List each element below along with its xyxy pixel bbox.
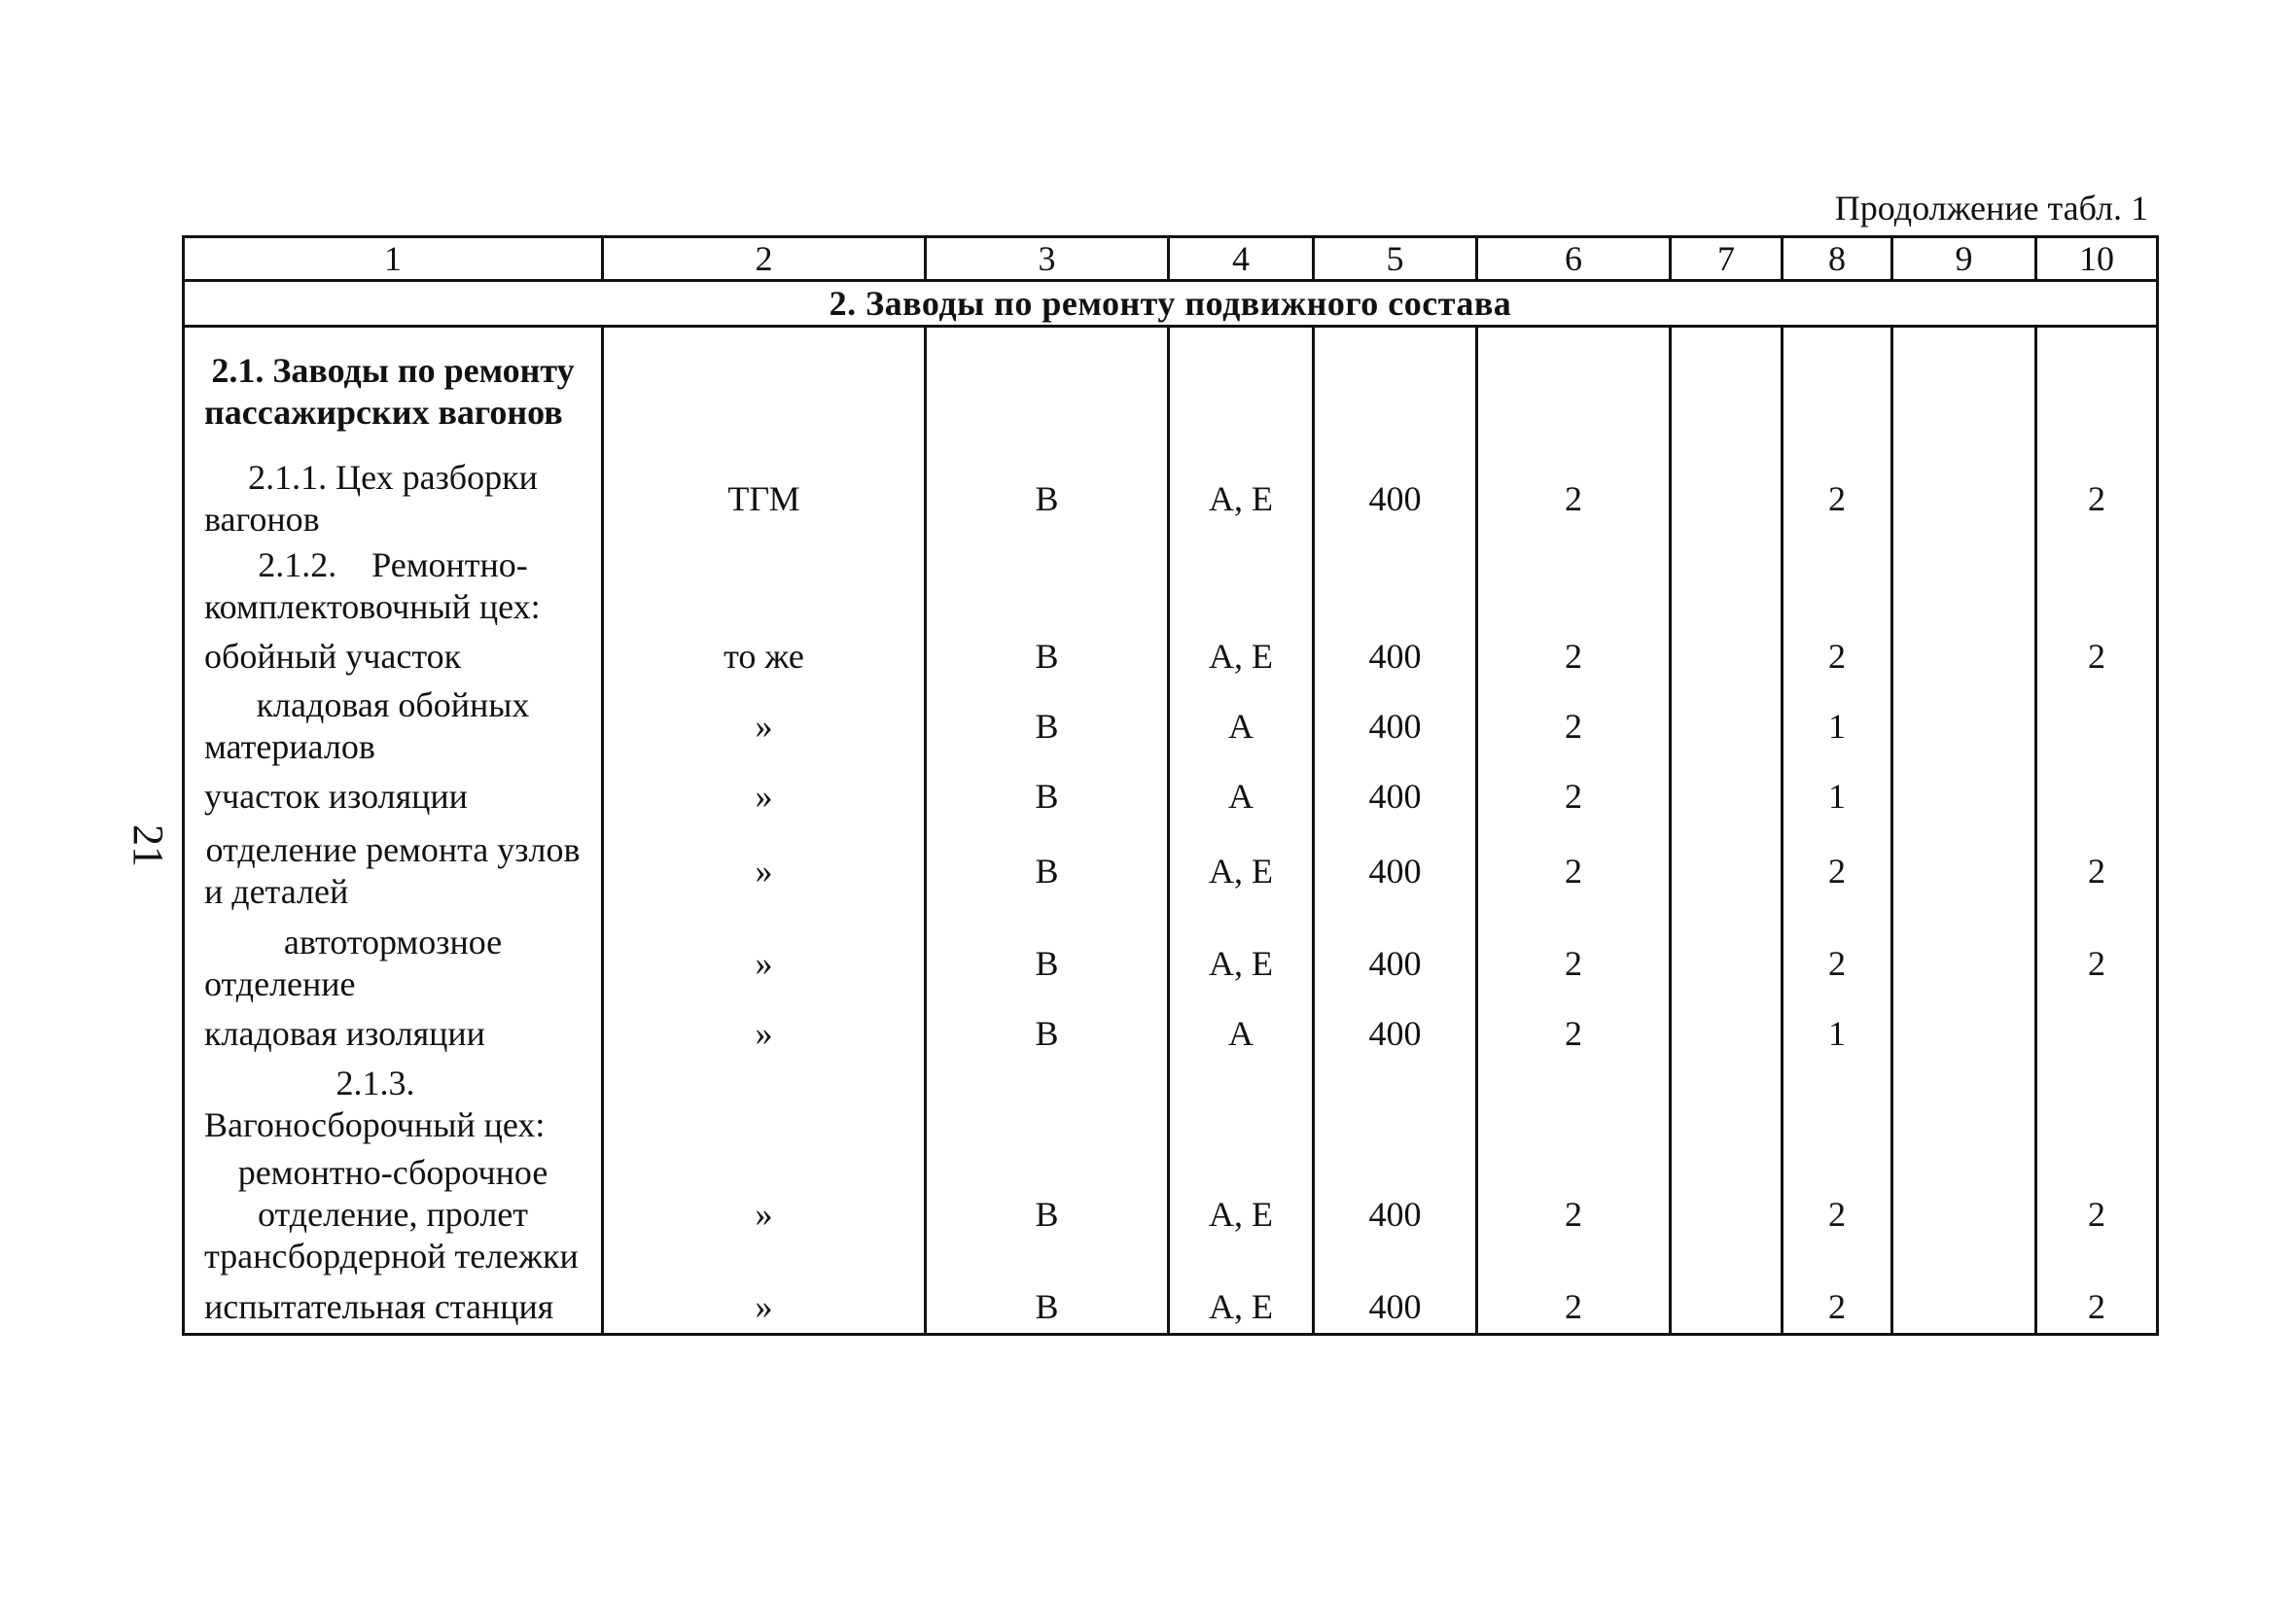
table-cell: А [1169, 1007, 1314, 1060]
table-cell [1892, 920, 2036, 1007]
table-cell [1671, 542, 1783, 630]
column-header: 5 [1314, 237, 1477, 281]
table-cell: 2 [1477, 822, 1671, 920]
table-cell: 2 [1477, 770, 1671, 822]
section-title: 2. Заводы по ремонту подвижного состава [184, 281, 2158, 327]
table-cell: 2 [1477, 920, 1671, 1007]
table-cell [1783, 542, 1892, 630]
table-cell [1892, 455, 2036, 542]
table-row [184, 682, 2158, 770]
table-cell [1892, 327, 2036, 456]
table-cell [1892, 1060, 2036, 1149]
table-cell: В [926, 1007, 1169, 1060]
table-cell: 2 [2036, 630, 2158, 682]
table-cell: 2 [1783, 920, 1892, 1007]
table-cell: 2 [1477, 1280, 1671, 1335]
data-table [182, 235, 2159, 1336]
table-cell [1671, 327, 1783, 456]
row-name: обойный участок [184, 630, 603, 682]
table-cell: 1 [1783, 682, 1892, 770]
table-cell: А, Е [1169, 1149, 1314, 1280]
row-name: испытательная станция [184, 1280, 603, 1335]
table-cell: В [926, 682, 1169, 770]
table-cell [1314, 327, 1477, 456]
table-row [184, 1007, 2158, 1060]
table-cell: » [603, 822, 926, 920]
table-cell: А, Е [1169, 822, 1314, 920]
column-header: 6 [1477, 237, 1671, 281]
column-header: 10 [2036, 237, 2158, 281]
table-row [184, 1149, 2158, 1280]
table-cell [1671, 1060, 1783, 1149]
table-cell: ТГМ [603, 455, 926, 542]
row-name: участок изоляции [184, 770, 603, 822]
table-row [184, 542, 2158, 630]
table-cell [1477, 1060, 1671, 1149]
table-cell [2036, 1007, 2158, 1060]
table-cell: В [926, 1149, 1169, 1280]
table-cell: А [1169, 770, 1314, 822]
table-cell [1892, 770, 2036, 822]
table-cell [1671, 455, 1783, 542]
table-cell: 1 [1783, 770, 1892, 822]
table-cell: 2 [1783, 630, 1892, 682]
section-header-row [184, 281, 2158, 327]
table-cell: А, Е [1169, 920, 1314, 1007]
table-cell [1671, 920, 1783, 1007]
table-cell [1671, 1149, 1783, 1280]
table-cell [1892, 542, 2036, 630]
table-cell: то же [603, 630, 926, 682]
table-cell [1671, 770, 1783, 822]
table-cell: » [603, 920, 926, 1007]
table-cell [1671, 630, 1783, 682]
row-name: отделение ремонта узлов и деталей [184, 822, 603, 920]
column-header: 3 [926, 237, 1169, 281]
table-cell: А, Е [1169, 1280, 1314, 1335]
table-row [184, 455, 2158, 542]
column-number-row [184, 237, 2158, 281]
row-name: 2.1.1. Цех разборки вагонов [184, 455, 603, 542]
table-cell: 2 [1783, 455, 1892, 542]
table-cell: 400 [1314, 1007, 1477, 1060]
column-header: 4 [1169, 237, 1314, 281]
row-name: 2.1. Заводы по ремонту пассажирских вагонов [184, 327, 603, 456]
table-cell: 400 [1314, 920, 1477, 1007]
column-header: 8 [1783, 237, 1892, 281]
table-cell [603, 542, 926, 630]
table-cell: » [603, 770, 926, 822]
table-cell: » [603, 682, 926, 770]
table-cell [1671, 822, 1783, 920]
table-cell: 2 [1477, 682, 1671, 770]
table-cell [2036, 770, 2158, 822]
table-cell: А, Е [1169, 630, 1314, 682]
row-name: кладовая изоляции [184, 1007, 603, 1060]
table-cell [2036, 542, 2158, 630]
table-cell [926, 1060, 1169, 1149]
table-cell: В [926, 1280, 1169, 1335]
table-cell [1892, 1280, 2036, 1335]
table-row [184, 1060, 2158, 1149]
table-cell [1169, 1060, 1314, 1149]
page-number: 21 [124, 824, 172, 867]
table-cell: А, Е [1169, 455, 1314, 542]
table-cell [926, 327, 1169, 456]
table-cell [1892, 630, 2036, 682]
table-cell [2036, 1060, 2158, 1149]
column-header: 2 [603, 237, 926, 281]
table-cell: 1 [1783, 1007, 1892, 1060]
table-cell: 2 [2036, 1280, 2158, 1335]
table-cell: В [926, 920, 1169, 1007]
table-cell [1169, 542, 1314, 630]
table-cell: 2 [2036, 920, 2158, 1007]
table-cell: 400 [1314, 770, 1477, 822]
table-cell [603, 1060, 926, 1149]
column-header: 1 [184, 237, 603, 281]
table-cell: » [603, 1149, 926, 1280]
table-cell: » [603, 1007, 926, 1060]
table-cell [1671, 682, 1783, 770]
table-cell: 2 [1783, 1280, 1892, 1335]
row-name: 2.1.3. Вагоносборочный цех: [184, 1060, 603, 1149]
table-cell: 2 [2036, 822, 2158, 920]
table-cell [603, 327, 926, 456]
table-cell [1477, 327, 1671, 456]
table-cell [1892, 822, 2036, 920]
table-cell: 2 [1783, 822, 1892, 920]
table-row [184, 1280, 2158, 1335]
table-cell [2036, 327, 2158, 456]
table-cell: 2 [1783, 1149, 1892, 1280]
table-cell: 400 [1314, 1149, 1477, 1280]
table-cell [1314, 1060, 1477, 1149]
table-cell: 2 [1477, 1149, 1671, 1280]
table-row [184, 822, 2158, 920]
table-cell: 2 [2036, 1149, 2158, 1280]
column-header: 9 [1892, 237, 2036, 281]
table-cell: 2 [1477, 1007, 1671, 1060]
table-cell [926, 542, 1169, 630]
table-cell [1671, 1280, 1783, 1335]
table-cell: В [926, 630, 1169, 682]
row-name: 2.1.2. Ремонтно-комплектовочный цех: [184, 542, 603, 630]
table-cell: 2 [1477, 630, 1671, 682]
table-cell [1314, 542, 1477, 630]
table-row [184, 920, 2158, 1007]
table-row [184, 770, 2158, 822]
table-cell: 400 [1314, 455, 1477, 542]
table-cell: 400 [1314, 682, 1477, 770]
table-cell [1169, 327, 1314, 456]
row-name: автотормозное отделение [184, 920, 603, 1007]
table-cell [1892, 1149, 2036, 1280]
table-cell: 400 [1314, 1280, 1477, 1335]
table-cell: 2 [1477, 455, 1671, 542]
table-cell: А [1169, 682, 1314, 770]
table-cell [1671, 1007, 1783, 1060]
table-continuation-label: Продолжение табл. 1 [1834, 189, 2148, 227]
table-cell [1892, 1007, 2036, 1060]
table-row [184, 630, 2158, 682]
table-cell [2036, 682, 2158, 770]
row-name: ремонтно-сборочное отделение, пролет трансбордерной тележки [184, 1149, 603, 1280]
table-cell: 2 [2036, 455, 2158, 542]
column-header: 7 [1671, 237, 1783, 281]
table-cell [1477, 542, 1671, 630]
table-cell [1783, 1060, 1892, 1149]
table-cell: 400 [1314, 630, 1477, 682]
table-cell: В [926, 770, 1169, 822]
table-cell: В [926, 822, 1169, 920]
table-row [184, 327, 2158, 456]
table-cell [1783, 327, 1892, 456]
table-cell: 400 [1314, 822, 1477, 920]
row-name: кладовая обойных материалов [184, 682, 603, 770]
table-cell: В [926, 455, 1169, 542]
table-cell: » [603, 1280, 926, 1335]
table-cell [1892, 682, 2036, 770]
